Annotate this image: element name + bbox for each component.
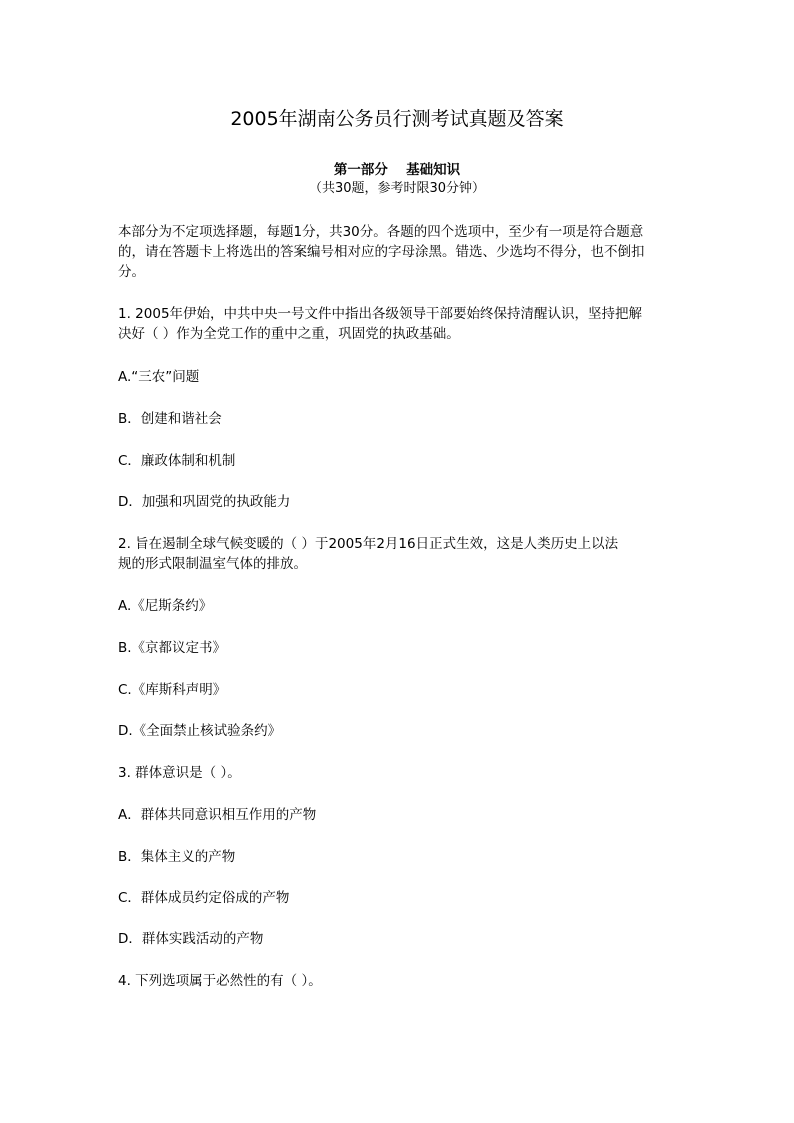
question-2-option-a: A.《尼斯条约》 bbox=[118, 598, 213, 614]
question-3-option-c: C．群体成员约定俗成的产物 bbox=[118, 890, 290, 906]
section-heading: 第一部分 基础知识 bbox=[333, 162, 461, 178]
question-1-stem: 1. 2005年伊始，中共中央一号文件中指出各级领导干部要始终保持清醒认识，坚持把解 bbox=[118, 306, 643, 322]
question-1-option-b: B．创建和谐社会 bbox=[118, 411, 222, 427]
question-3-stem: 3. 群体意识是（ ）。 bbox=[118, 765, 241, 781]
question-2-option-c: C.《库斯科声明》 bbox=[118, 682, 227, 698]
question-2-option-b: B.《京都议定书》 bbox=[118, 640, 227, 656]
section-note: （共30题，参考时限30分钟） bbox=[308, 181, 486, 196]
document-title: 2005年湖南公务员行测考试真题及答案 bbox=[230, 108, 564, 130]
intro-line: 分。 bbox=[118, 264, 145, 280]
question-1-option-c: C．廉政体制和机制 bbox=[118, 453, 236, 469]
intro-line: 的，请在答题卡上将选出的答案编号相对应的字母涂黑。错选、少选均不得分，也不倒扣 bbox=[118, 244, 645, 260]
question-1-stem: 决好（ ）作为全党工作的重中之重，巩固党的执政基础。 bbox=[118, 326, 460, 342]
question-3-option-d: D．群体实践活动的产物 bbox=[118, 931, 264, 947]
question-2-stem: 规的形式限制温室气体的排放。 bbox=[118, 556, 307, 572]
question-4-stem: 4. 下列选项属于必然性的有（ ）。 bbox=[118, 973, 322, 989]
question-2-option-d: D.《全面禁止核试验条约》 bbox=[118, 723, 282, 739]
question-1-option-d: D．加强和巩固党的执政能力 bbox=[118, 494, 291, 510]
question-3-option-a: A．群体共同意识相互作用的产物 bbox=[118, 807, 317, 823]
question-3-option-b: B．集体主义的产物 bbox=[118, 849, 236, 865]
question-2-stem: 2. 旨在遏制全球气候变暖的（ ）于2005年2月16日正式生效，这是人类历史上以法 bbox=[118, 536, 619, 552]
question-1-option-a: A.“三农”问题 bbox=[118, 369, 200, 385]
intro-line: 本部分为不定项选择题，每题1分，共30分。各题的四个选项中，至少有一项是符合题意 bbox=[118, 224, 644, 240]
